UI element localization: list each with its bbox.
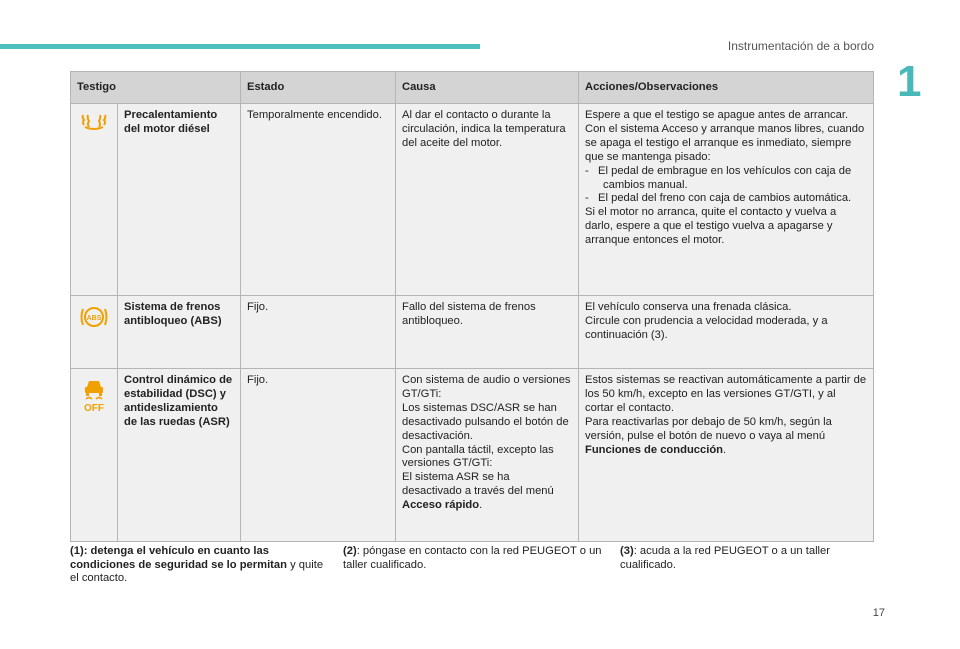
header-testigo: Testigo <box>71 72 241 104</box>
off-icon-label: OFF <box>84 403 104 413</box>
acciones-line: Estos sistemas se reactivan automáticamente a partir de los 50 km/h, excepto en las versiones GT/GTI, y al cortar el contacto. <box>585 374 867 414</box>
acciones-line: Con el sistema Acceso y arranque manos libres, cuando se apaga el testigo el arranque es inmediato, siempre que se mantenga pisado: <box>585 122 865 163</box>
warning-causa: Al dar el contacto o durante la circulación, indica la temperatura del aceite del motor. <box>396 104 579 296</box>
causa-line: Con pantalla táctil, excepto las versiones GT/GTi: <box>402 443 554 470</box>
header-estado: Estado <box>241 72 396 104</box>
acciones-line: El vehículo conserva una frenada clásica. <box>585 301 792 313</box>
abs-icon <box>79 304 109 330</box>
acciones-line: Circule con prudencia a velocidad moderada, y a continuación (3). <box>585 314 828 341</box>
table-row <box>71 104 874 296</box>
warning-acciones: Estos sistemas se reactivan automáticamente a partir de los 50 km/h, excepto en las versiones GT/GTI, y al cortar el contacto. Para reactivarlas por debajo de 50 km/h, según la versión, pulse el botón de nuevo o vaya al menú Funciones de conducción. <box>579 369 874 542</box>
warning-name: Precalentamiento del motor diésel <box>118 104 241 296</box>
glow-plug-icon <box>81 112 107 132</box>
menu-acceso-rapido: Acceso rápido <box>402 499 480 512</box>
header-acciones: Acciones/Observaciones <box>579 72 874 104</box>
icon-cell <box>71 369 118 542</box>
causa-line: El sistema ASR se ha desactivado a través del menú <box>402 471 554 498</box>
footnote-1 <box>70 545 325 586</box>
footnote-2-number: (2) <box>343 545 357 557</box>
abs-icon-label: ABS <box>86 315 102 322</box>
icon-cell <box>71 104 118 296</box>
acciones-bullet: - El pedal del freno con caja de cambios automática. <box>585 192 852 205</box>
section-title: Instrumentación de a bordo <box>727 39 874 53</box>
footnote-1-text: y quite el contacto. <box>70 558 324 584</box>
stability-control-off-icon <box>80 377 108 413</box>
warning-lights-table <box>70 71 874 542</box>
table-row <box>71 296 874 369</box>
acciones-line: Espere a que el testigo se apague antes de arrancar. <box>585 109 849 121</box>
chapter-number <box>897 57 922 106</box>
footnote-2 <box>343 545 603 572</box>
header-causa: Causa <box>396 72 579 104</box>
causa-line: Los sistemas DSC/ASR se han desactivado pulsando el botón de desactivación. <box>402 401 569 442</box>
warning-name: Sistema de frenos antibloqueo (ABS) <box>118 296 241 369</box>
footnote-1-bold: : detenga el vehículo en cuanto las condiciones de seguridad se lo permitan <box>70 545 287 571</box>
warning-estado: Fijo. <box>241 296 396 369</box>
acciones-line: Para reactivarlas por debajo de 50 km/h, según la versión, pulse el botón de nuevo o vaya al menú <box>585 415 832 442</box>
menu-funciones-conduccion: Funciones de conducción <box>585 443 723 456</box>
page-number: 17 <box>872 607 885 619</box>
warning-estado: Fijo. <box>241 369 396 542</box>
warning-estado: Temporalmente encendido. <box>241 104 396 296</box>
footnote-3-number: (3) <box>620 545 634 557</box>
table-header-row <box>71 72 874 104</box>
footnote-2-text: : póngase en contacto con la red PEUGEOT o un taller cualificado. <box>343 545 602 571</box>
acciones-line: Si el motor no arranca, quite el contacto y vuelva a darlo, espere a que el testigo vuelva a apagarse y arranque entonces el motor. <box>585 206 837 247</box>
chapter-number-label: 1 <box>897 57 922 106</box>
top-accent-bar <box>0 44 480 49</box>
warning-causa: Con sistema de audio o versiones GT/GTi: Los sistemas DSC/ASR se han desactivado pulsando el botón de desactivación. Con pantalla táctil, excepto las versiones GT/GTi: El sistema ASR se ha desactivado a través del menú Acceso rápido. <box>396 369 579 542</box>
footnote-3 <box>620 545 870 572</box>
table-row <box>71 369 874 542</box>
footnote-1-number: (1) <box>70 545 84 557</box>
acciones-bullet: - El pedal de embrague en los vehículos con caja de cambios manual. <box>585 164 852 191</box>
footnote-3-text: : acuda a la red PEUGEOT o a un taller cualificado. <box>620 545 830 571</box>
causa-line: Con sistema de audio o versiones GT/GTi: <box>402 374 571 400</box>
warning-name: Control dinámico de estabilidad (DSC) y antideslizamiento de las ruedas (ASR) <box>118 369 241 542</box>
warning-acciones <box>579 104 874 296</box>
icon-cell <box>71 296 118 369</box>
warning-causa: Fallo del sistema de frenos antibloqueo. <box>396 296 579 369</box>
warning-acciones <box>579 296 874 369</box>
